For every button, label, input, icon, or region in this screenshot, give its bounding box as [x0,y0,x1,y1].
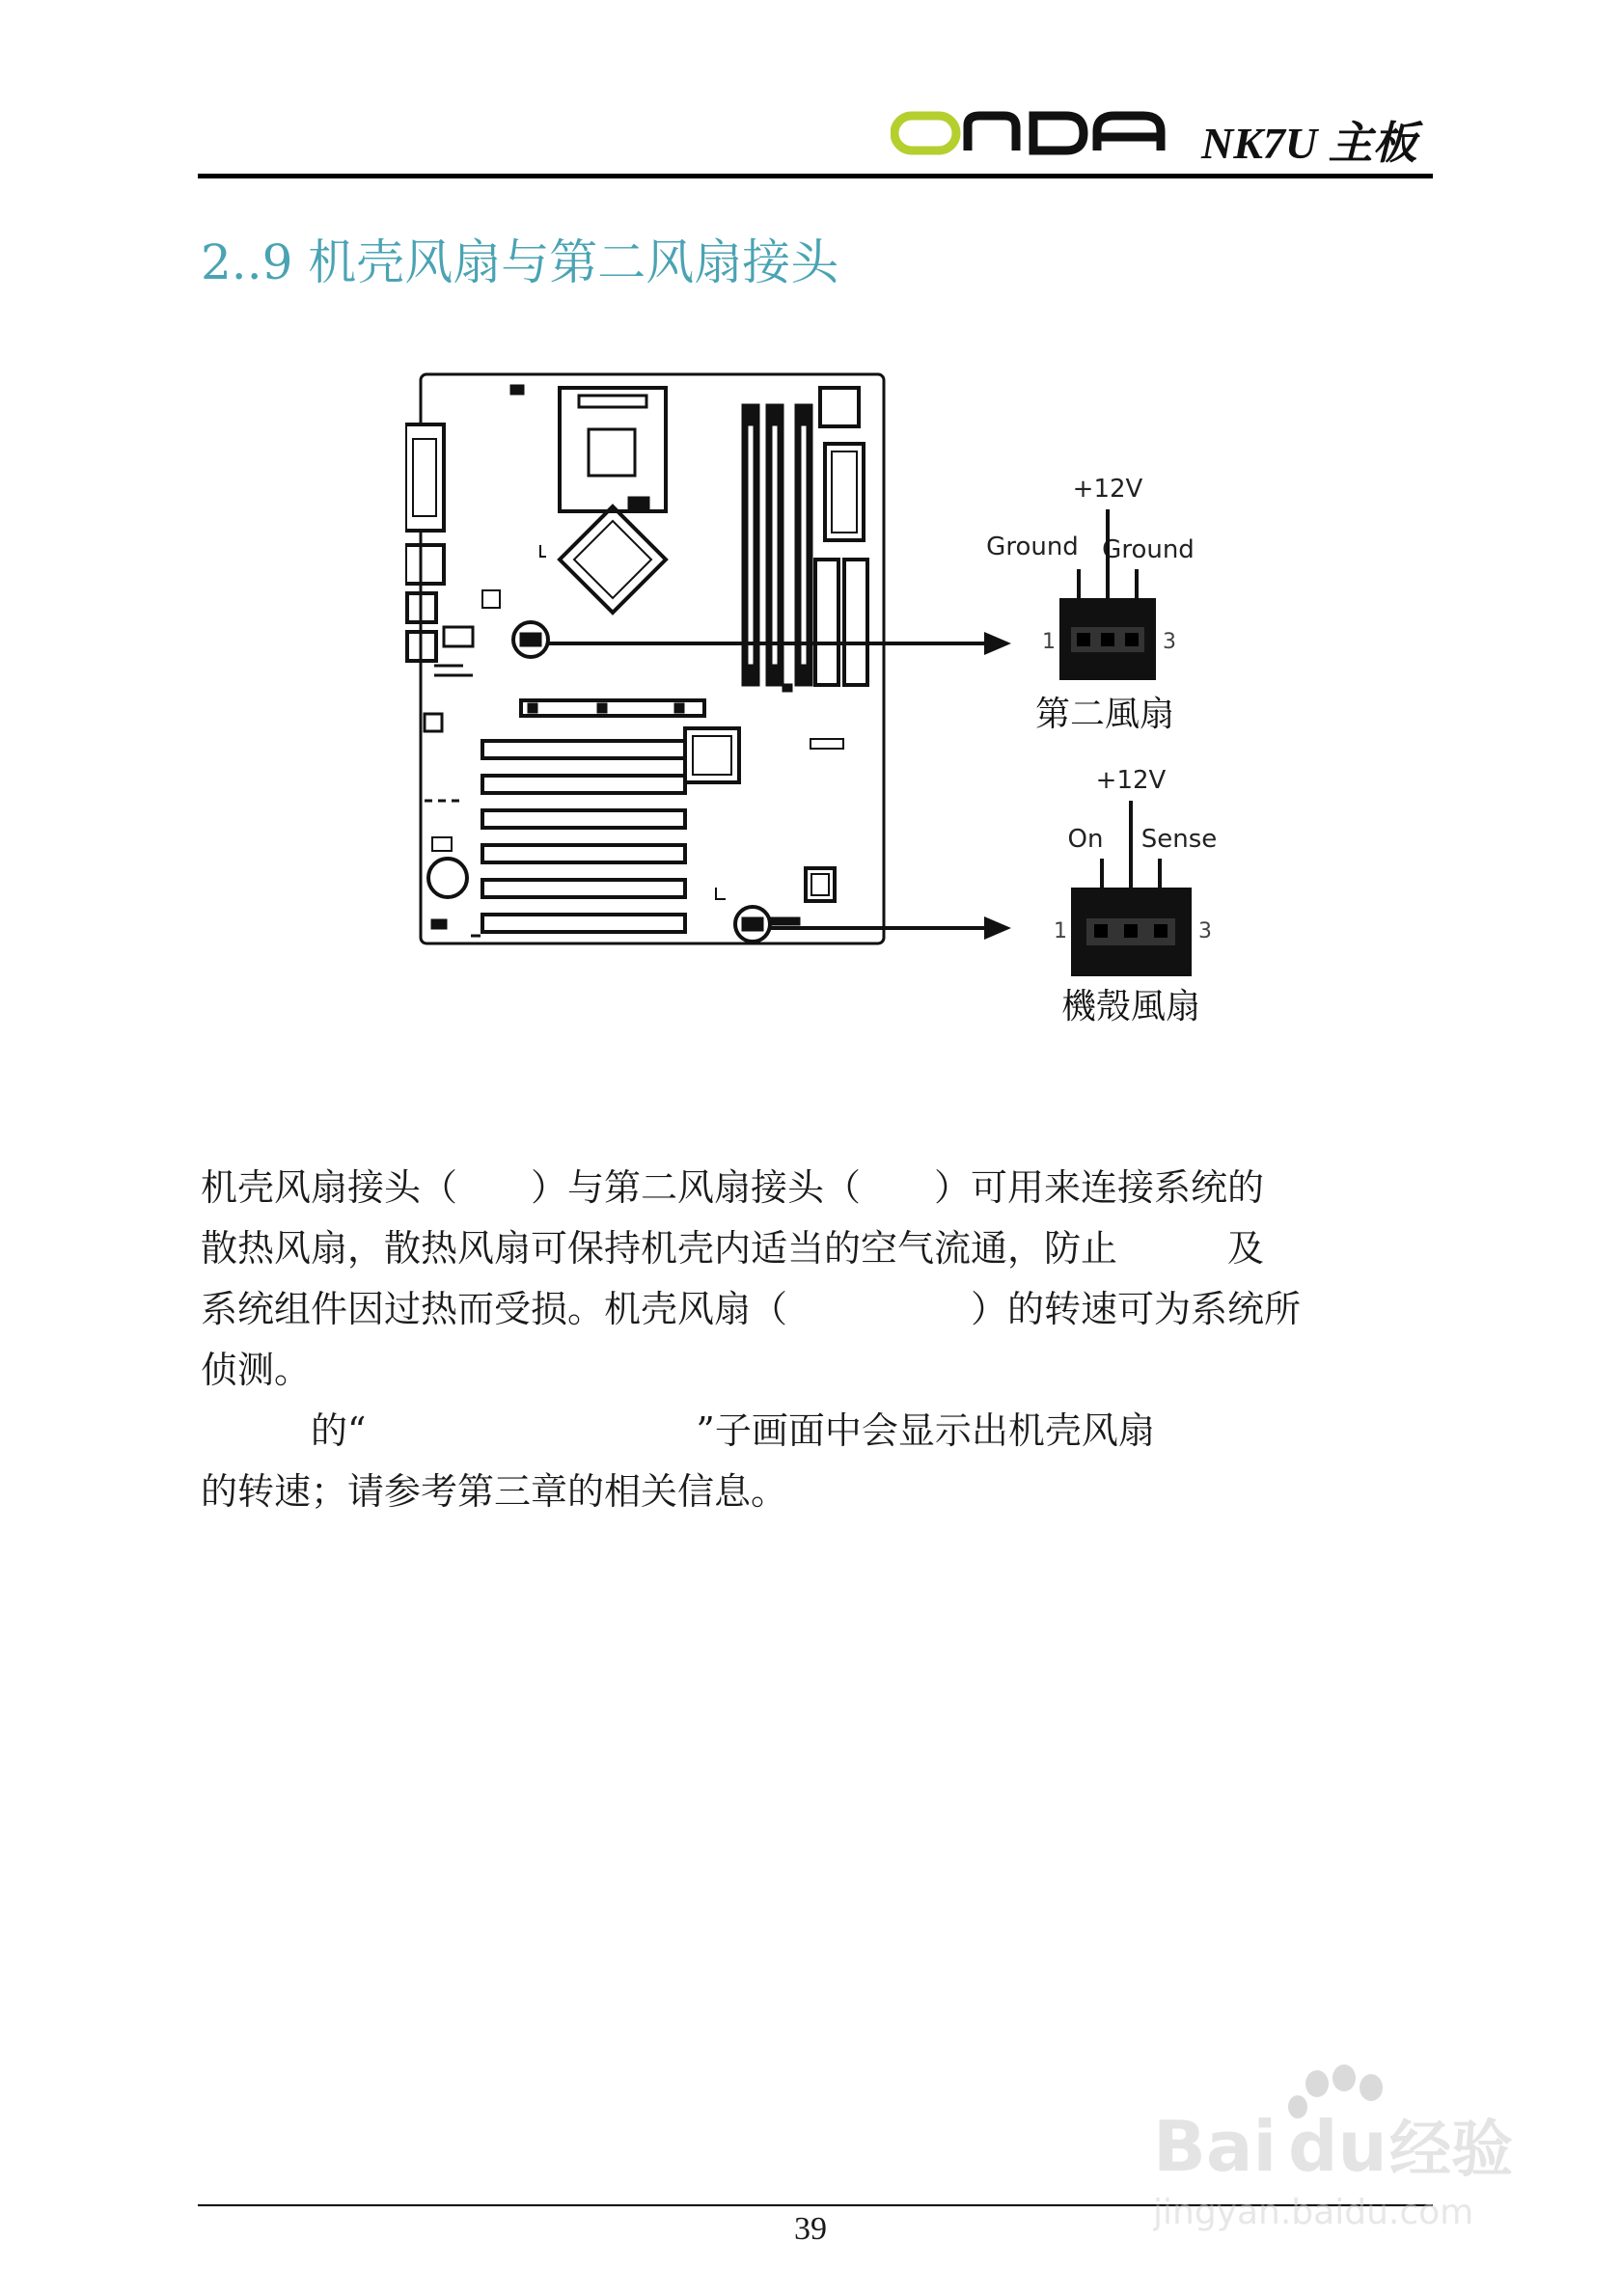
pin-label-ground-right: Ground [1102,535,1195,564]
arrow-to-chassis-fan [770,916,1011,940]
page-number: 39 [794,2211,827,2247]
body-line: 侦测。 [201,1349,312,1391]
header-title: NK7U 主板 [1201,119,1417,168]
pin-label-12v: +12V [1095,766,1167,795]
motherboard-layout [405,374,884,943]
pin-label-sense: Sense [1140,825,1218,854]
body-line: 机壳风扇接头（ ）与第二风扇接头（ ）可用来连接系统的 [201,1166,1265,1209]
watermark-brand: Bai [1153,2106,1278,2187]
second-fan-connector [986,475,1195,734]
pin-number-1: 1 [1054,919,1067,943]
chassis-fan-connector [1054,766,1217,1026]
chassis-fan-caption: 機殼風扇 [1060,987,1201,1026]
pin-label-ground-left: Ground [986,533,1079,561]
body-line: 的转速；请参考第三章的相关信息。 [201,1470,788,1513]
section-title: 2..9 机壳风扇与第二风扇接头 [201,234,839,290]
pin-label-on: On [1067,825,1104,854]
motherboard-fan-diagram [405,367,1274,1042]
watermark-url: jingyan.baidu.com [1153,2193,1474,2232]
pin-label-12v: +12V [1072,475,1143,504]
header-divider [198,174,1433,178]
body-line: 系统组件因过热而受损。机壳风扇（ ）的转速可为系统所 [201,1288,1302,1330]
watermark-brand-du: du [1288,2106,1387,2187]
body-line: 散热风扇，散热风扇可保持机壳内适当的空气流通，防止 及 [201,1227,1265,1270]
body-line: 的“ ”子画面中会显示出机壳风扇 [201,1409,1155,1452]
page-header [198,96,1433,183]
pin-number-3: 3 [1198,919,1212,943]
svg-text:ONDA: ONDA [891,152,894,153]
pin-number-1: 1 [1042,630,1056,654]
onda-logo [891,104,1180,162]
body-paragraph [201,1158,1436,1522]
pin-number-3: 3 [1163,630,1176,654]
watermark-cn: 经验 [1389,2115,1513,2186]
baidu-watermark [1153,2064,1539,2257]
second-fan-caption: 第二風扇 [1034,695,1175,734]
